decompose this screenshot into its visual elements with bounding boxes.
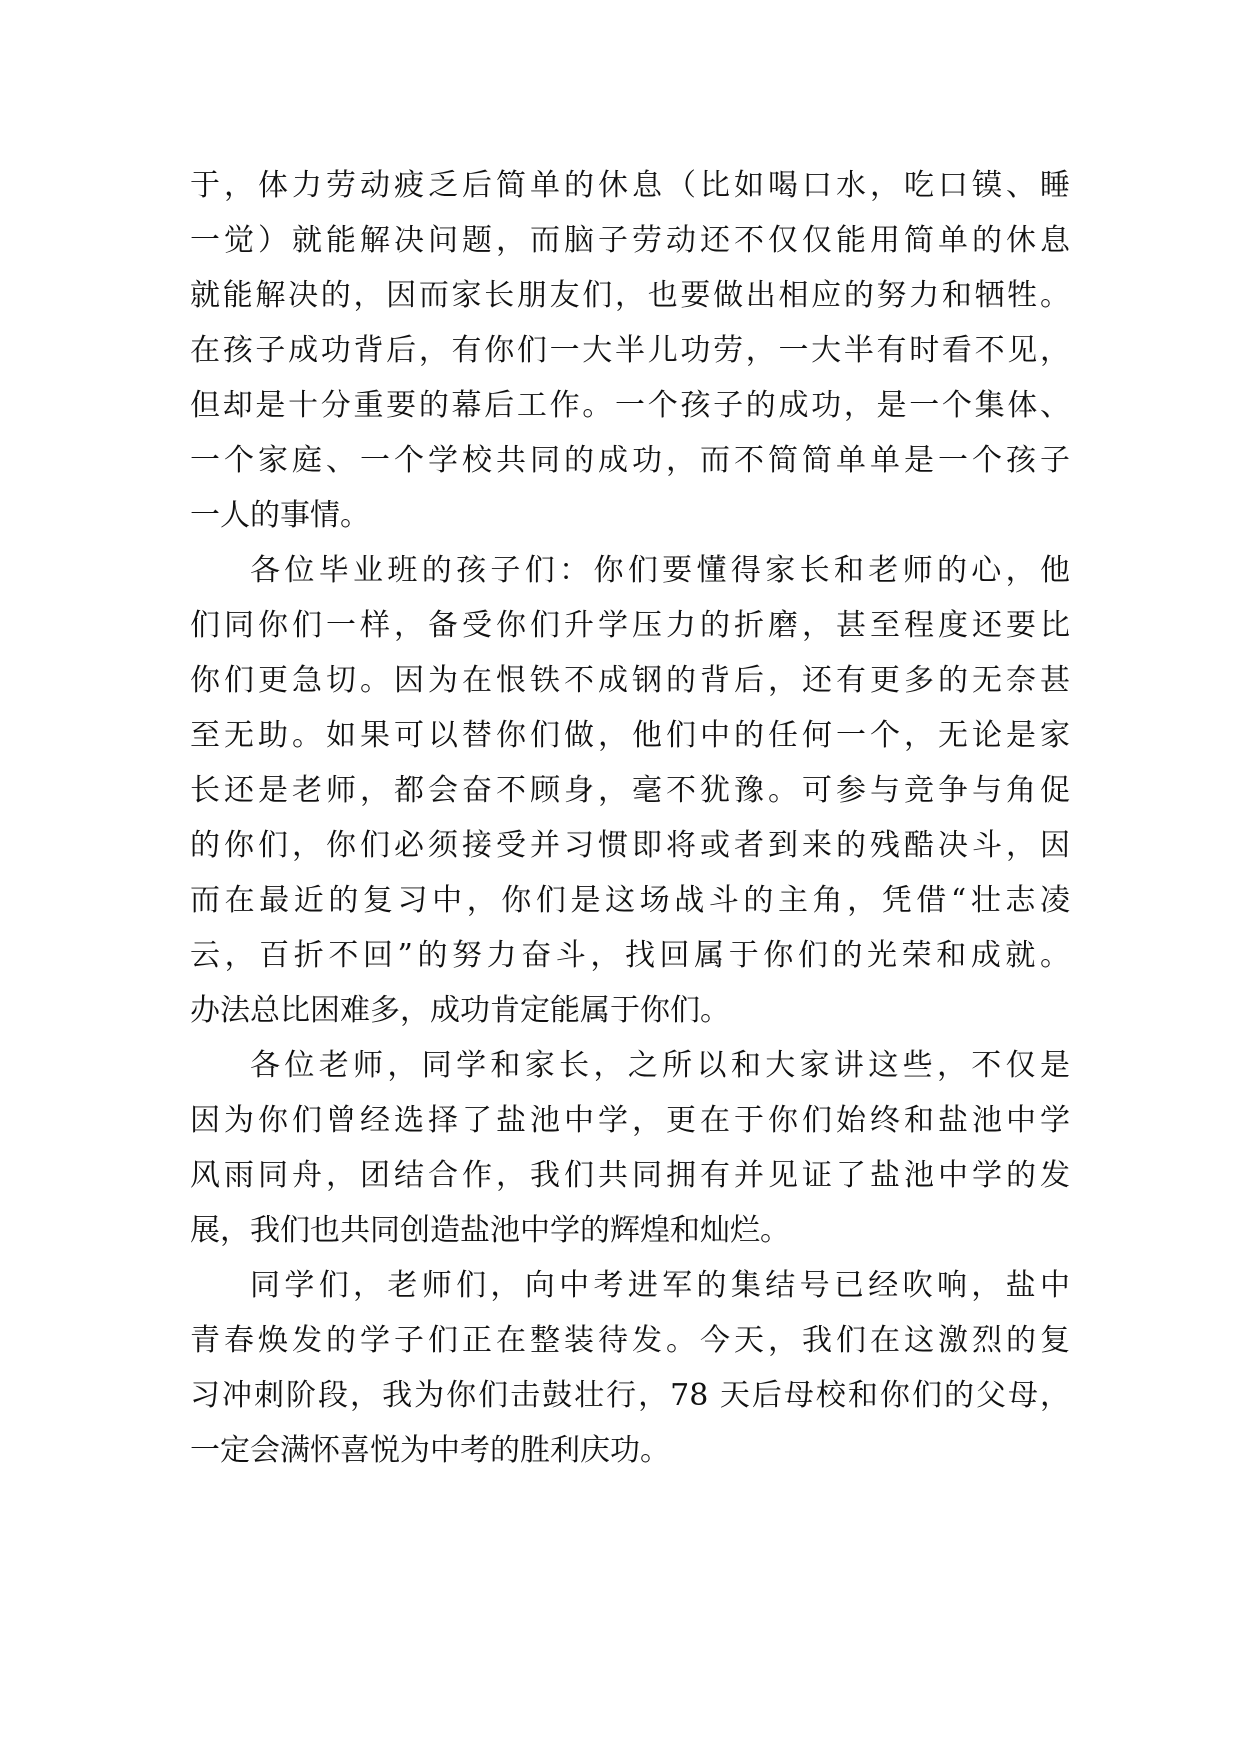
text-line: 们同你们一样，备受你们升学压力的折磨，甚至程度还要比 — [190, 608, 1070, 643]
text-line: 的你们，你们必须接受并习惯即将或者到来的残酷决斗，因 — [190, 828, 1070, 863]
text-line: 同学们，老师们，向中考进军的集结号已经吹响，盐中 — [250, 1268, 1070, 1303]
text-line: 因为你们曾经选择了盐池中学，更在于你们始终和盐池中学 — [190, 1103, 1070, 1138]
text-line: 一个家庭、一个学校共同的成功，而不简简单单是一个孩子 — [190, 443, 1070, 478]
text-line: 但却是十分重要的幕后工作。一个孩子的成功，是一个集体、 — [190, 388, 1070, 423]
text-line: 长还是老师，都会奋不顾身，毫不犹豫。可参与竞争与角促 — [190, 773, 1070, 808]
text-line: 各位毕业班的孩子们：你们要懂得家长和老师的心，他 — [250, 553, 1070, 588]
text-line: 青春焕发的学子们正在整装待发。今天，我们在这激烈的复 — [190, 1323, 1070, 1358]
text-line: 展，我们也共同创造盐池中学的辉煌和灿烂。 — [190, 1213, 790, 1248]
text-line: 就能解决的，因而家长朋友们，也要做出相应的努力和牺牲。 — [190, 278, 1070, 313]
text-line: 各位老师，同学和家长，之所以和大家讲这些，不仅是 — [250, 1048, 1070, 1083]
text-line: 在孩子成功背后，有你们一大半儿功劳，一大半有时看不见， — [190, 333, 1070, 368]
body-text — [190, 158, 1070, 1478]
text-line: 一定会满怀喜悦为中考的胜利庆功。 — [190, 1433, 670, 1468]
text-line: 一人的事情。 — [190, 498, 370, 533]
text-line: 于，体力劳动疲乏后简单的休息（比如喝口水，吃口镆、睡 — [190, 168, 1070, 203]
text-line: 一觉）就能解决问题，而脑子劳动还不仅仅能用简单的休息 — [190, 223, 1070, 258]
text-line: 风雨同舟，团结合作，我们共同拥有并见证了盐池中学的发 — [190, 1158, 1070, 1193]
text-line: 习冲刺阶段，我为你们击鼓壮行，78 天后母校和你们的父母， — [190, 1378, 1070, 1413]
text-line: 云，百折不回”的努力奋斗，找回属于你们的光荣和成就。 — [190, 938, 1070, 973]
text-line: 而在最近的复习中，你们是这场战斗的主角，凭借“壮志凌 — [190, 883, 1070, 918]
text-line: 办法总比困难多，成功肯定能属于你们。 — [190, 993, 730, 1028]
text-line: 你们更急切。因为在恨铁不成钢的背后，还有更多的无奈甚 — [190, 663, 1070, 698]
text-line: 至无助。如果可以替你们做，他们中的任何一个，无论是家 — [190, 718, 1070, 753]
